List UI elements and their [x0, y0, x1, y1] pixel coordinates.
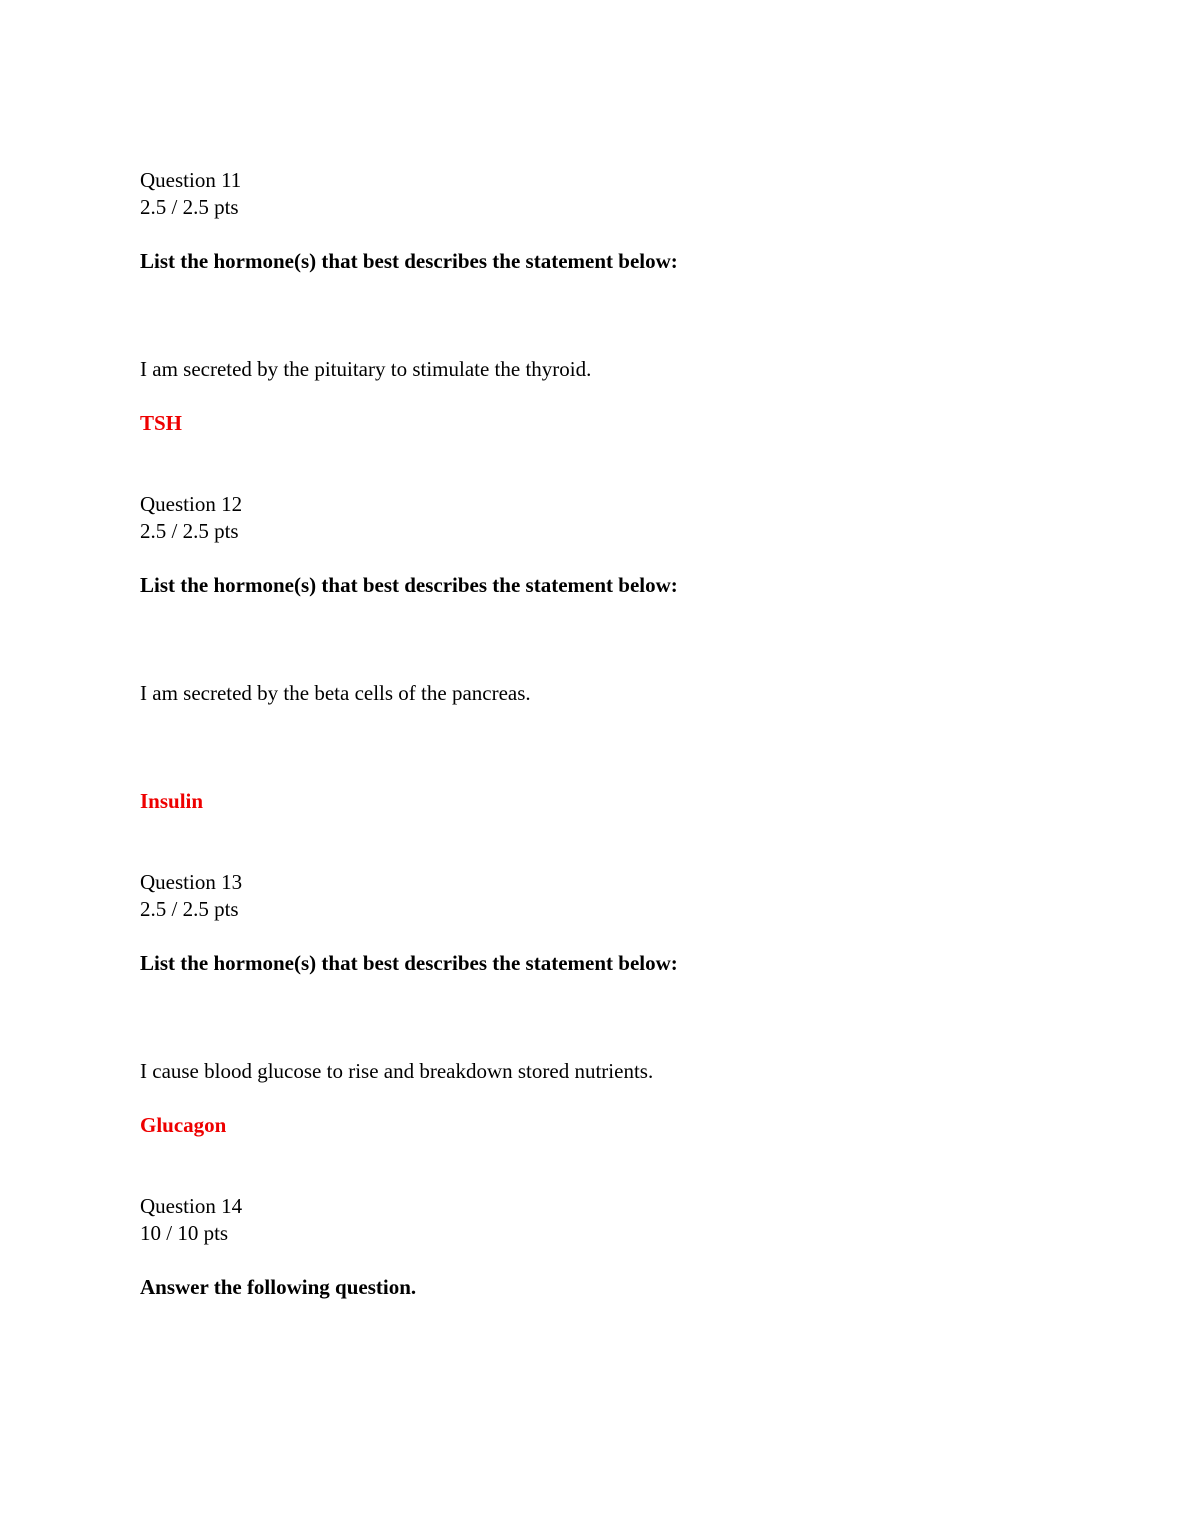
question-title: Question 13	[140, 870, 243, 894]
question-prompt: List the hormone(s) that best describes the statement below:	[140, 951, 678, 975]
question-statement: I am secreted by the pituitary to stimulate the thyroid.	[140, 357, 592, 381]
document-page	[140, 0, 1140, 1540]
question-points: 2.5 / 2.5 pts	[140, 519, 239, 543]
question-answer: TSH	[140, 411, 183, 435]
question-points: 10 / 10 pts	[140, 1221, 229, 1245]
question-prompt: Answer the following question.	[140, 1275, 417, 1299]
question-title: Question 12	[140, 492, 243, 516]
question-title: Question 14	[140, 1194, 243, 1218]
question-prompt: List the hormone(s) that best describes the statement below:	[140, 249, 678, 273]
question-prompt: List the hormone(s) that best describes the statement below:	[140, 573, 678, 597]
question-answer: Glucagon	[140, 1113, 227, 1137]
question-statement: I cause blood glucose to rise and breakdown stored nutrients.	[140, 1059, 654, 1083]
question-points: 2.5 / 2.5 pts	[140, 897, 239, 921]
question-answer: Insulin	[140, 789, 204, 813]
question-points: 2.5 / 2.5 pts	[140, 195, 239, 219]
question-title: Question 11	[140, 168, 242, 192]
question-statement: I am secreted by the beta cells of the pancreas.	[140, 681, 531, 705]
